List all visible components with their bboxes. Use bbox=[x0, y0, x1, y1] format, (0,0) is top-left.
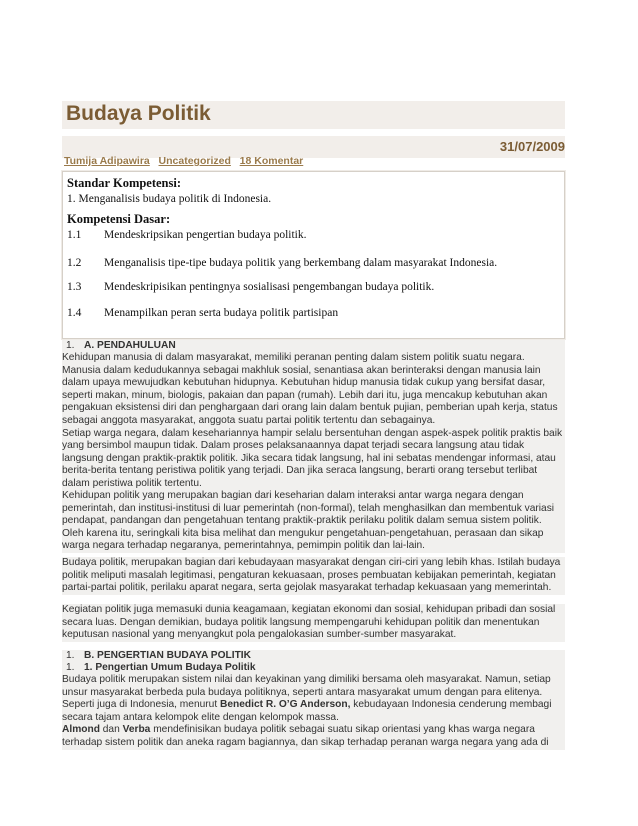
dasar-heading: Kompetensi Dasar: bbox=[67, 212, 171, 226]
author-link[interactable]: Tumija Adipawira bbox=[64, 155, 150, 167]
dasar-item: 1.3 Mendeskripisikan pentingnya sosialisasi pengembangan budaya politik. bbox=[67, 281, 435, 293]
post-title: Budaya Politik bbox=[66, 102, 211, 125]
category-link[interactable]: Uncategorized bbox=[158, 155, 231, 167]
standar-heading: Standar Kompetensi: bbox=[67, 176, 182, 190]
section-a-heading: 1. A. PENDAHULUAN bbox=[62, 340, 565, 353]
section-a-paragraph-4: Kegiatan politik juga memasuki dunia keagamaan, kegiatan ekonomi dan sosial, kehidupan pribadi dan sosial secara luas. Dengan demikian, budaya politik langsung mempengaruhi kehidupan politik dan menentukan keputusan nasional yang menyangkut pola pengalokasian sumber-sumber masyarakat. bbox=[62, 604, 565, 642]
section-b-paragraph: Budaya politik merupakan sistem nilai dan keyakinan yang dimiliki bersama oleh masyarakat. Namun, setiap unsur masyarakat berbeda pula budaya politiknya, seperti antara masyarakat umum dengan para elitenya. Seperti juga di Indonesia, menurut Benedict R. O’G Anderson, kebudayaan Indonesia cenderung membagi secara tajam antara kelompok elite dengan kelompok massa. Almond dan Verba mendefinisikan budaya politik sebagai suatu sikap orientasi yang khas warga negara terhadap sistem politik dan aneka ragam bagiannya, dan sikap terhadap peranan warga negara yang ada di bbox=[62, 674, 565, 750]
dasar-item: 1.2 Menganalisis tipe-tipe budaya politik yang berkembang dalam masyarakat Indonesia. bbox=[67, 257, 498, 269]
section-b-heading: 1. B. PENGERTIAN BUDAYA POLITIK bbox=[62, 650, 565, 663]
section-b-subheading: 1. 1. Pengertian Umum Budaya Politik bbox=[62, 662, 565, 675]
comments-link[interactable]: 18 Komentar bbox=[239, 155, 304, 167]
post-date: 31/07/2009 bbox=[499, 139, 565, 154]
dasar-item: 1.4 Menampilkan peran serta budaya politik partisipan bbox=[67, 307, 339, 319]
standar-item: 1. Menganalisis budaya politik di Indonesia. bbox=[67, 193, 272, 205]
section-a-paragraph-1: Kehidupan manusia di dalam masyarakat, memiliki peranan penting dalam sistem politik suatu negara. Manusia dalam kedudukannya sebagai makhluk sosial, senantiasa akan berinteraksi dengan manusia lain dalam upaya mewujudkan kebutuhan hidupnya. Kebutuhan hidup manusia tidak cukup yang bersifat dasar, seperti makan, minum, biologis, pakaian dan papan (rumah). Lebih dari itu, juga mencakup kebutuhan akan pengakuan eksistensi diri dan penghargaan dari orang lain dalam bentuk pujian, pemberian upah kerja, status sebagai anggota masyarakat, anggota suatu partai politik tertentu dan sebagainya. Setiap warga negara, dalam kesehariannya hampir selalu bersentuhan dengan aspek-aspek politik praktis baik yang bersimbol maupun tidak. Dalam proses pelaksanaannya dapat terjadi secara langsung atau tidak langsung dengan praktik-praktik politik. Jika secara tidak langsung, hal ini sebatas mendengar informasi, atau berita-berita tentang peristiwa politik yang terjadi. Dan jika seraca langsung, berarti orang tersebut terlibat dalam peristiwa politik tertentu. bbox=[62, 352, 565, 491]
section-a-paragraph-3: Budaya politik, merupakan bagian dari kebudayaan masyarakat dengan ciri-ciri yang lebih khas. Istilah budaya politik meliputi masalah legitimasi, pengaturan kekuasaan, proses pembuatan kebijakan pemerintah, kegiatan partai-partai politik, perilaku aparat negara, serta gejolak masyarakat terhadap kekuasaan yang memerintah. bbox=[62, 557, 565, 595]
section-a-paragraph-2: Kehidupan politik yang merupakan bagian dari keseharian dalam interaksi antar warga negara dengan pemerintah, dan institusi-institusi di luar pemerintah (non-formal), telah menghasilkan dan membentuk variasi pendapat, pandangan dan pengetahuan tentang praktik-praktik perilaku politik dalam semua sistem politik. Oleh karena itu, seringkali kita bisa melihat dan mengukur pengetahuan-pengetahuan, perasaan dan sikap warga negara terhadap negaranya, pemerintahnya, pemimpin politik dan lai-lain. bbox=[62, 490, 565, 553]
post-meta bbox=[64, 155, 303, 167]
kompetensi-box bbox=[62, 171, 565, 339]
dasar-item: 1.1 Mendeskripsikan pengertian budaya politik. bbox=[67, 229, 307, 241]
